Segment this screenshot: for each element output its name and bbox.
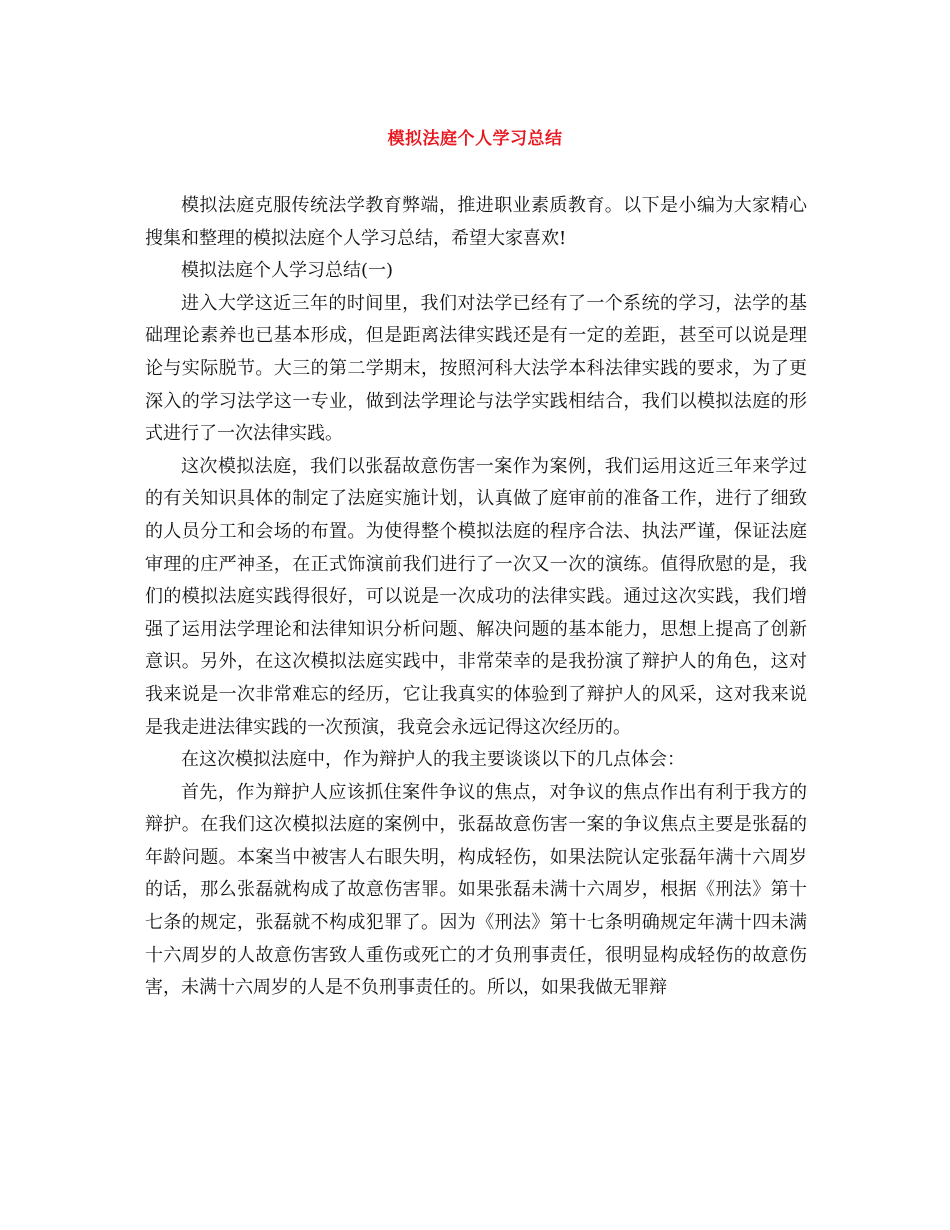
document-body xyxy=(145,190,807,1005)
paragraph: 模拟法庭克服传统法学教育弊端，推进职业素质教育。以下是小编为大家精心搜集和整理的模拟法庭个人学习总结，希望大家喜欢! xyxy=(145,195,807,249)
paragraph: 在这次模拟法庭中，作为辩护人的我主要谈谈以下的几点体会： xyxy=(181,749,685,771)
paragraph: 进入大学这近三年的时间里，我们对法学已经有了一个系统的学习，法学的基础理论素养也已基本形成，但是距离法律实践还是有一定的差距，甚至可以说是理论与实际脱节。大三的第二学期末，按照河科大法学本科法律实践的要求，为了更深入的学习法学这一专业，做到法学理论与法学实践相结合，我们以模拟法庭的形式进行了一次法律实践。 xyxy=(145,292,807,445)
section-heading: 模拟法庭个人学习总结(一) xyxy=(181,260,394,282)
paragraph: 首先，作为辩护人应该抓住案件争议的焦点，对争议的焦点作出有利于我方的辩护。在我们这次模拟法庭的案例中，张磊故意伤害一案的争议焦点主要是张磊的年龄问题。本案当中被害人右眼失明，构成轻伤，如果法院认定张磊年满十六周岁的话，那么张磊就构成了故意伤害罪。如果张磊未满十六周岁，根据《刑法》第十七条的规定，张磊就不构成犯罪了。因为《刑法》第十七条明确规定年满十四未满十六周岁的人故意伤害致人重伤或死亡的才负刑事责任，很明显构成轻伤的故意伤害，未满十六周岁的人是不负刑事责任的。所以，如果我做无罪辩 xyxy=(145,781,807,999)
paragraph: 这次模拟法庭，我们以张磊故意伤害一案作为案例，我们运用这近三年来学过的有关知识具体的制定了法庭实施计划，认真做了庭审前的准备工作，进行了细致的人员分工和会场的布置。为使得整个模拟法庭的程序合法、执法严谨，保证法庭审理的庄严神圣，在正式饰演前我们进行了一次又一次的演练。值得欣慰的是，我们的模拟法庭实践得很好，可以说是一次成功的法律实践。通过这次实践，我们增强了运用法学理论和法律知识分析问题、解决问题的基本能力，思想上提高了创新意识。另外，在这次模拟法庭实践中，非常荣幸的是我扮演了辩护人的角色，这对我来说是一次非常难忘的经历，它让我真实的体验到了辩护人的风采，这对我来说是我走进法律实践的一次预演，我竟会永远记得这次经历的。 xyxy=(145,455,807,738)
document-title: 模拟法庭个人学习总结 xyxy=(387,129,563,149)
